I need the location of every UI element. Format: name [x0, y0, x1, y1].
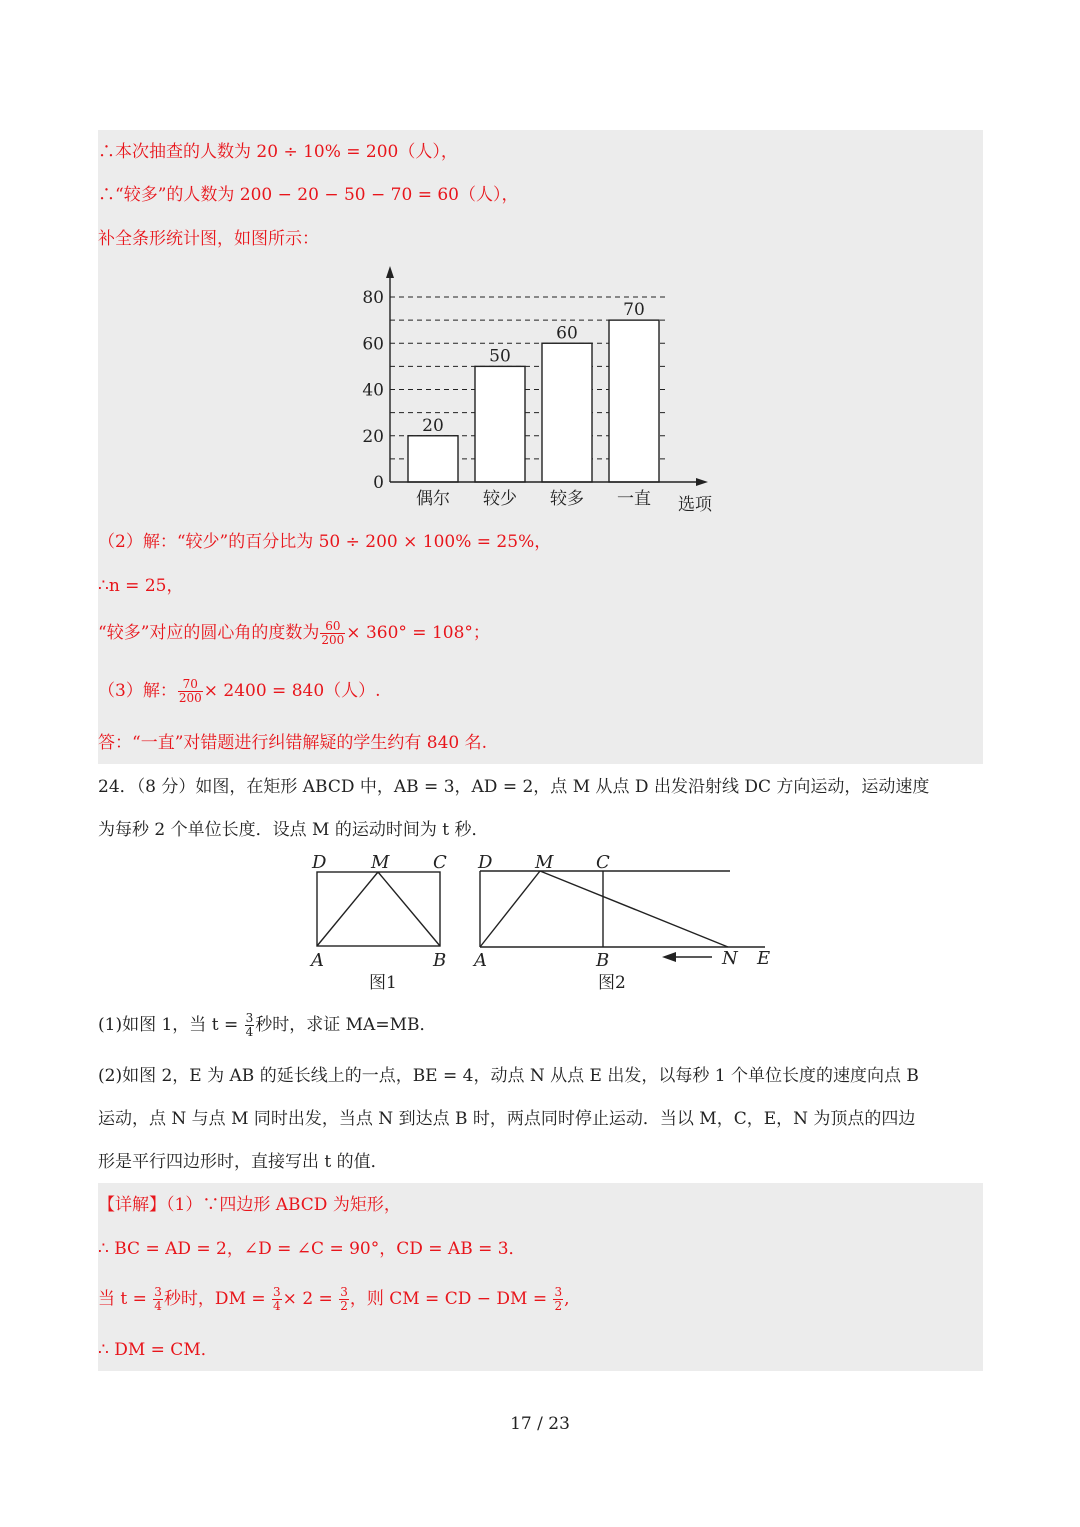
sol2-line3-suffix: × 360° = 108°； [346, 623, 490, 643]
y-tick-label: 20 [362, 426, 384, 447]
q24-part2-line2: 运动，点 N 与点 M 同时出发，当点 N 到达点 B 时，两点同时停止运动．当以 M，C，E，N 为顶点的四边 [98, 1109, 916, 1129]
y-tick-label: 0 [373, 473, 384, 493]
fig2-label-E: E [757, 948, 771, 969]
figure-2 [480, 871, 765, 957]
y-tick-label: 60 [362, 334, 384, 355]
fig1-label-C: C [433, 852, 447, 873]
q24-line2: 为每秒 2 个单位长度．设点 M 的运动时间为 t 秒． [98, 820, 489, 840]
fig2-label-C: C [596, 852, 610, 873]
detail-line1: 【详解】（1）∵四边形 ABCD 为矩形， [98, 1195, 401, 1215]
sol2-line4-prefix: （3）解： [98, 681, 177, 701]
fig2-label-M: M [535, 852, 554, 873]
sol1-line2: ∴“较多”的人数为 200 − 20 − 50 − 70 = 60（人）， [98, 185, 519, 205]
x-axis-title: 选项 [678, 495, 712, 515]
fraction-c: $\frac{3}{2}$ [340, 1285, 348, 1313]
fraction-d: $\frac{3}{2}$ [554, 1285, 563, 1313]
fig2-label-N: N [722, 948, 738, 969]
sol1-line3: 补全条形统计图，如图所示： [98, 229, 319, 249]
solution-block-top [98, 130, 983, 764]
bar-value-label: 60 [556, 323, 578, 344]
q24-part1: (1)如图 1，当 t = $\frac{3}{4}$ 秒时，求证 MA=MB． [98, 1011, 437, 1039]
q24-line1: 24．（8 分）如图，在矩形 ABCD 中，AB = 3，AD = 2，点 M 从点 D 出发沿射线 DC 方向运动，运动速度 [98, 777, 930, 797]
detail-line2: ∴ BC = AD = 2，∠D = ∠C = 90°，CD = AB = 3． [98, 1239, 526, 1259]
detail-line3: 当 t = $\frac{3}{4}$ 秒时，DM = $\frac{3}{4}$ × 2 = $\frac{3}{2}$ ，则 CM = CD − DM = $\frac{3}{2}$ , [98, 1285, 570, 1313]
fig2-label-B: B [596, 950, 610, 971]
fig2-label-D: D [478, 852, 493, 873]
sol2-line4 [98, 678, 381, 705]
fraction-b: $\frac{3}{4}$ [273, 1285, 281, 1313]
sol2-line3-prefix: “较多”对应的圆心角的度数为 [98, 623, 320, 643]
fraction-3-4: $\frac{3}{4}$ [245, 1011, 254, 1039]
fig2-caption: 图2 [598, 973, 626, 993]
fig1-label-B: B [433, 950, 447, 971]
fraction-70-200: $\frac{70}{200}$ [178, 677, 202, 705]
sol1-line1: ∴本次抽查的人数为 20 ÷ 10% = 200（人）， [98, 142, 458, 162]
y-tick-label: 80 [362, 288, 384, 308]
bar-value-label: 20 [422, 415, 444, 436]
fig1-label-A: A [311, 950, 324, 971]
fig1-label-D: D [312, 852, 327, 873]
sol2-line2: ∴n = 25， [98, 576, 184, 596]
sol2-line3 [98, 620, 490, 647]
fig1-label-M: M [371, 852, 390, 873]
sol2-line4-suffix: × 2400 = 840（人）. [203, 681, 381, 701]
fig1-caption: 图1 [369, 973, 397, 993]
arrow-left-icon [662, 952, 676, 962]
figure-1 [317, 872, 440, 946]
y-tick-label: 40 [362, 380, 384, 401]
bar-value-label: 70 [623, 300, 645, 321]
sol2-line1: （2）解：“较少”的百分比为 50 ÷ 200 × 100% = 25%， [98, 532, 552, 552]
fraction-a: $\frac{3}{4}$ [154, 1285, 162, 1313]
detail-line4: ∴ DM = CM． [98, 1340, 218, 1360]
fraction-60-200: $\frac{60}{200}$ [321, 619, 345, 647]
x-category-label: 较少 [483, 489, 517, 509]
x-category-label: 偶尔 [416, 489, 450, 509]
page-number: 17 / 23 [510, 1414, 570, 1434]
q24-part2-line1: (2)如图 2，E 为 AB 的延长线上的一点，BE = 4，动点 N 从点 E 出发，以每秒 1 个单位长度的速度向点 B [98, 1066, 919, 1086]
bar-value-label: 50 [489, 346, 511, 367]
sol2-line5: 答：“一直”对错题进行纠错解疑的学生约有 840 名. [98, 733, 488, 753]
fig2-label-A: A [474, 950, 487, 971]
q24-part2-line3: 形是平行四边形时，直接写出 t 的值． [98, 1152, 388, 1172]
x-category-label: 一直 [617, 489, 651, 509]
x-category-label: 较多 [550, 489, 584, 509]
